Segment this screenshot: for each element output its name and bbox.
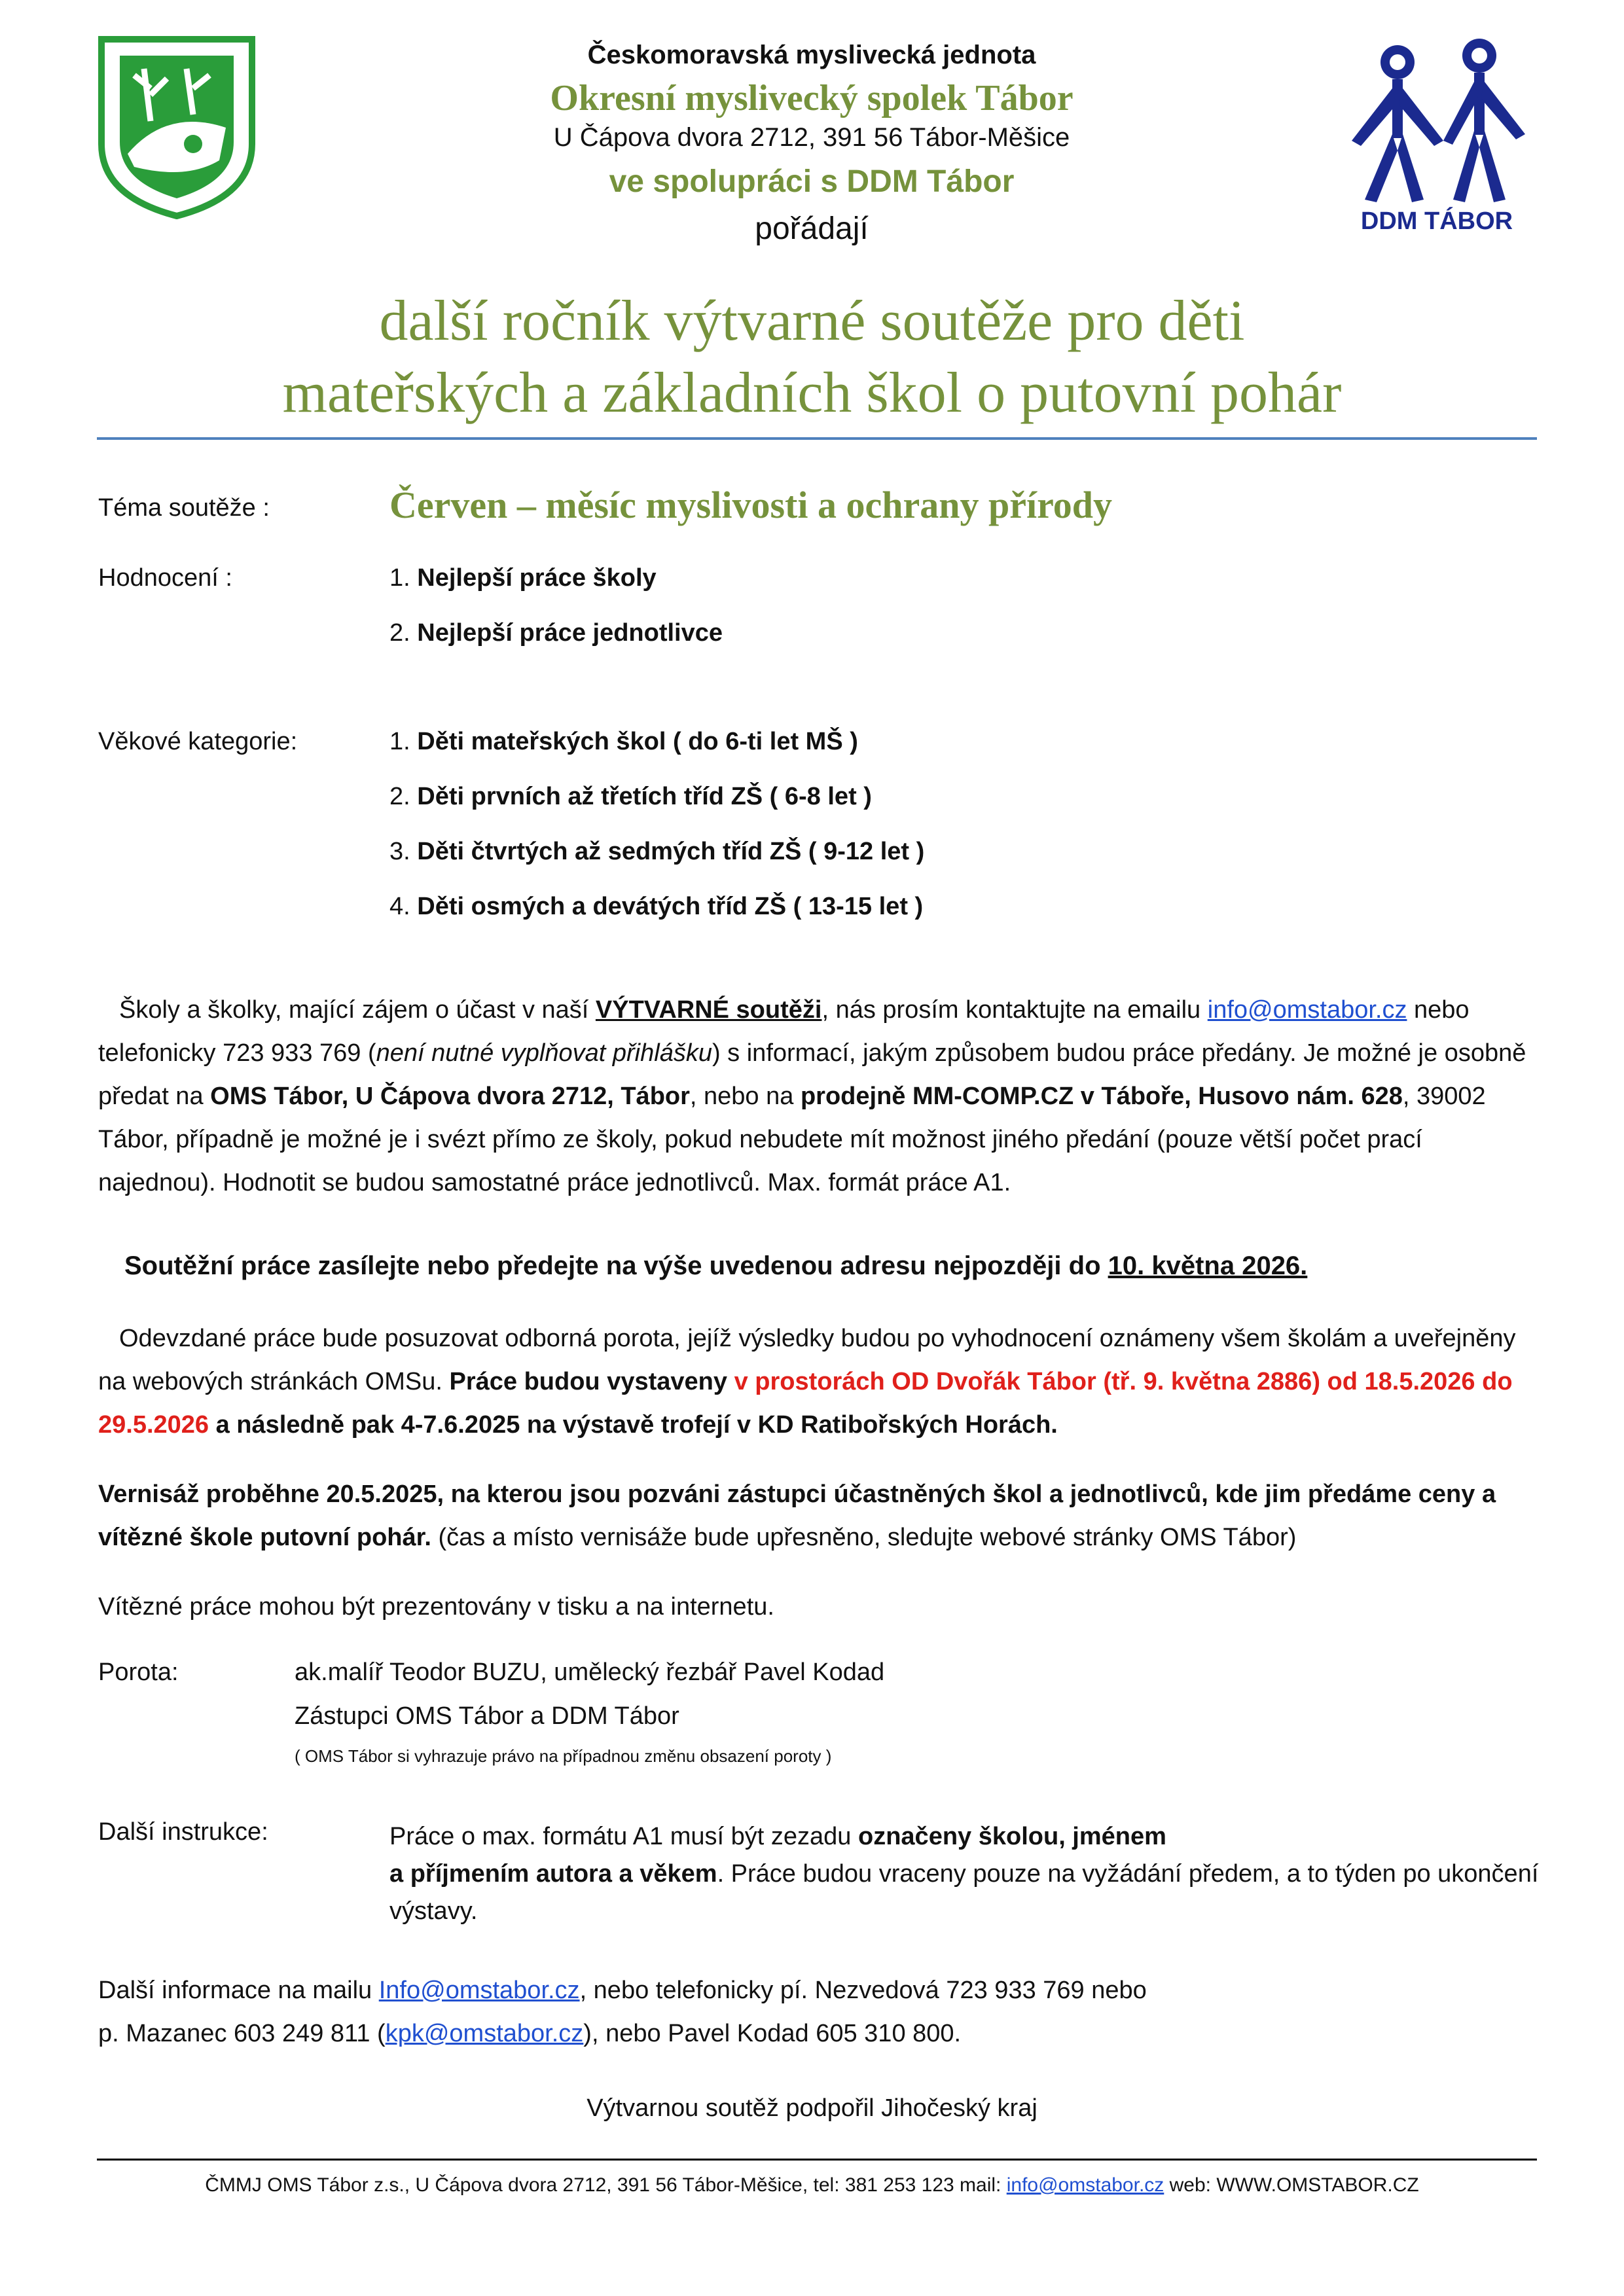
footer: ČMMJ OMS Tábor z.s., U Čápova dvora 2712, 391 56 Tábor-Měšice, tel: 381 253 123 mail: info@omstabor.cz web: WWW.OMSTABOR.CZ	[205, 2174, 1419, 2196]
instructions-label: Další instrukce:	[98, 1818, 268, 1846]
exhibition-paragraph: Odevzdané práce bude posuzovat odborná porota, jejíž výsledky budou po vyhodnocení oznámeny všem školám a uveřejněny na webových stránkách OMSu. Práce budou vystaveny v prostorách OD Dvořák Tábor (tř. 9. května 2886) od 18.5.2026 do 29.5.2026 a následně pak 4-7.6.2025 na výstavě trofejí v KD Ratibořských Horách.	[98, 1325, 1516, 1439]
jury-note: ( OMS Tábor si vyhrazuje právo na případnou změnu obsazení poroty )	[295, 1746, 832, 1766]
cooperation: ve spolupráci s DDM Tábor	[609, 164, 1015, 199]
vernissage-paragraph: Vernisáž proběhne 20.5.2025, na kterou jsou pozváni zástupci účastněných škol a jednotlivců, kde jim předáme ceny a vítězné škole putovní pohár. (čas a místo vernisáže bude upřesněno, sledujte webové stránky OMS Tábor)	[98, 1480, 1496, 1551]
footer-email-link[interactable]: info@omstabor.cz	[1006, 2174, 1164, 2196]
age-item: 1. Děti mateřských škol ( do 6-ti let MŠ )	[389, 728, 858, 755]
kpk-email-link[interactable]: kpk@omstabor.cz	[385, 2020, 584, 2047]
topic-label: Téma soutěže :	[98, 494, 270, 522]
title-line2: mateřských a základních škol o putovní pohár	[282, 361, 1342, 425]
title-rule	[97, 437, 1537, 440]
jury-line1: ak.malíř Teodor BUZU, umělecký řezbář Pavel Kodad	[295, 1659, 885, 1686]
topic-value: Červen – měsíc myslivosti a ochrany přírody	[389, 484, 1113, 526]
footer-rule	[97, 2159, 1537, 2161]
age-item: 3. Děti čtvrtých až sedmých tříd ZŠ ( 9-12 let )	[389, 838, 925, 865]
age-item: 4. Děti osmých a devátých tříd ZŠ ( 13-15 let )	[389, 893, 924, 920]
age-item: 2. Děti prvních až třetích tříd ZŠ ( 6-8 let )	[389, 783, 872, 810]
evaluation-item: 1. Nejlepší práce školy	[389, 564, 657, 592]
title-line1: další ročník výtvarné soutěže pro děti	[379, 289, 1245, 353]
age-label: Věkové kategorie:	[98, 728, 298, 755]
org-name: Českomoravská myslivecká jednota	[587, 41, 1036, 69]
contact-info: Další informace na mailu Info@omstabor.cz, nebo telefonicky pí. Nezvedová 723 933 769 nebo p. Mazanec 603 249 811 (kpk@omstabor.cz), nebo Pavel Kodad 605 310 800.	[98, 1977, 1147, 2047]
evaluation-item: 2. Nejlepší práce jednotlivce	[389, 619, 723, 647]
jury-label: Porota:	[98, 1659, 179, 1686]
jury-line2: Zástupci OMS Tábor a DDM Tábor	[295, 1702, 679, 1730]
instructions-text: Práce o max. formátu A1 musí být zezadu označeny školou, jménem a příjmením autora a věkem. Práce budou vraceny pouze na vyžádání předem, a to týden po ukončení výstavy.	[389, 1823, 1539, 1925]
evaluation-label: Hodnocení :	[98, 564, 232, 592]
info-email-link[interactable]: Info@omstabor.cz	[378, 1977, 580, 2004]
deadline: Soutěžní práce zasílejte nebo předejte na výše uvedenou adresu nejpozději do 10. května 2026.	[124, 1251, 1308, 1280]
cmmj-logo	[88, 29, 265, 219]
info-paragraph: Školy a školky, mající zájem o účast v naší VÝTVARNÉ soutěži, nás prosím kontaktujte na emailu info@omstabor.cz nebo telefonicky 723 933 769 (není nutné vyplňovat přihlášku) s informací, jakým způsobem budou práce předány. Je možné je osobně předat na OMS Tábor, U Čápova dvora 2712, Tábor, nebo na prodejně MM-COMP.CZ v Táboře, Husovo nám. 628, 39002 Tábor, případně je možné je i svézt přímo ze školy, pokud nebudete mít možnost jiného předání (pouze větší počet prací najednou). Hodnotit se budou samostatné práce jednotlivců. Max. formát práce A1.	[98, 996, 1526, 1196]
header-address: U Čápova dvora 2712, 391 56 Tábor-Měšice	[553, 123, 1070, 152]
support-note: Výtvarnou soutěž podpořil Jihočeský kraj	[586, 2094, 1038, 2122]
organize: pořádají	[755, 211, 869, 246]
spolek-name: Okresní myslivecký spolek Tábor	[550, 78, 1074, 118]
email-link[interactable]: info@omstabor.cz	[1207, 996, 1407, 1024]
ddm-logo	[1339, 36, 1535, 239]
ddm-logo-text: DDM TÁBOR	[1360, 207, 1513, 235]
publication-note: Vítězné práce mohou být prezentovány v tisku a na internetu.	[98, 1593, 774, 1621]
